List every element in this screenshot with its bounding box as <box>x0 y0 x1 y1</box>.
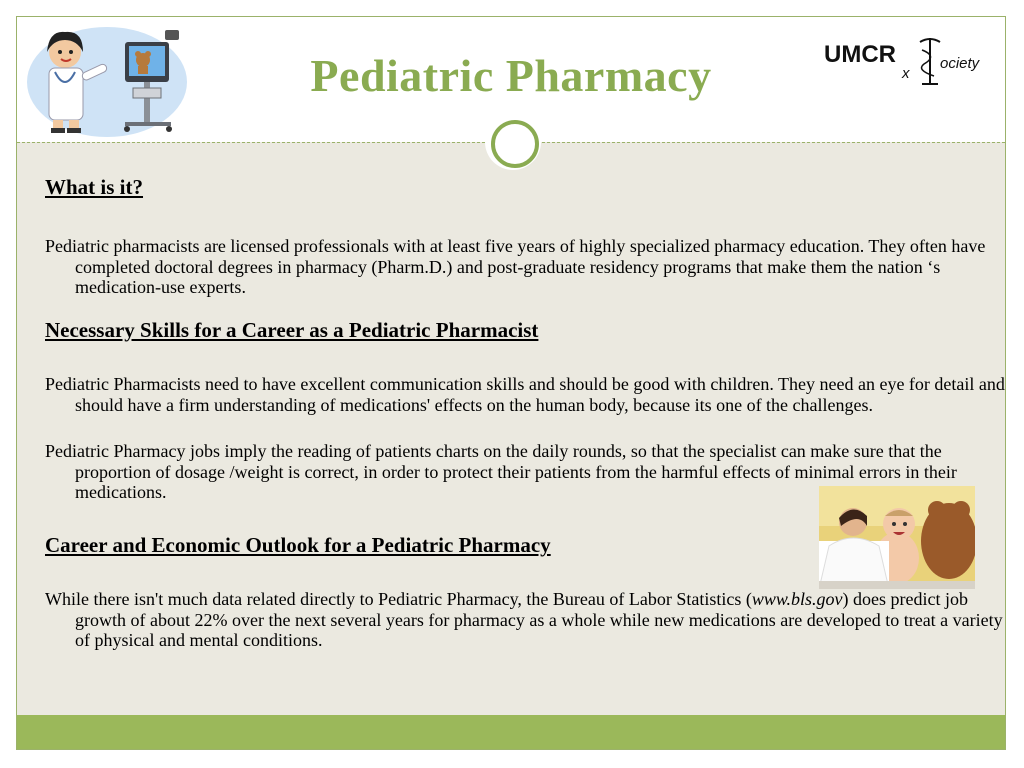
logo-subscript: x <box>902 65 910 82</box>
outlook-text-after: ) does predict job growth of about 22% over the next several years for pharmacy as a whole while new medications are developed to treat a variety of physical and mental conditions. <box>75 589 1003 650</box>
logo-text: UMCR <box>824 41 896 68</box>
divider-circle-icon <box>491 120 539 168</box>
logo-suffix: ociety <box>940 55 980 72</box>
bls-link[interactable]: www.bls.gov <box>751 589 843 609</box>
paragraph-skills-1: Pediatric Pharmacists need to have excellent communication skills and should be good with children. They need an eye for detail and should have a firm understanding of medications' effects on the human body, because its one of the challenges. <box>45 374 1005 415</box>
slide-footer-bar <box>17 715 1005 749</box>
slide <box>16 16 1006 750</box>
paragraph-skills-2: Pediatric Pharmacy jobs imply the reading of patients charts on the daily rounds, so that the specialist can make sure that the proportion of dosage /weight is correct, in order to protect their patients from the harmful effects of minimal errors in their medications. <box>45 441 957 502</box>
section-heading-skills: Necessary Skills for a Career as a Pediatric Pharmacist <box>45 318 539 342</box>
section-heading-outlook: Career and Economic Outlook for a Pediatric Pharmacy <box>45 533 551 557</box>
paragraph-outlook <box>45 589 1005 651</box>
pharmacist-baby-photo <box>819 486 975 589</box>
caduceus-icon <box>920 38 940 84</box>
slide-title: Pediatric Pharmacy <box>310 50 712 101</box>
section-heading-what: What is it? <box>45 175 144 199</box>
outlook-text-before: While there isn't much data related directly to Pediatric Pharmacy, the Bureau of Labor Statistics ( <box>45 589 752 609</box>
umcrx-society-logo <box>822 32 982 86</box>
paragraph-what: Pediatric pharmacists are licensed professionals with at least five years of highly specialized pharmacy education. They often have completed doctoral degrees in pharmacy (Pharm.D.) and post-graduate residency programs that make them the nation ‘s medication-use experts. <box>45 236 986 297</box>
